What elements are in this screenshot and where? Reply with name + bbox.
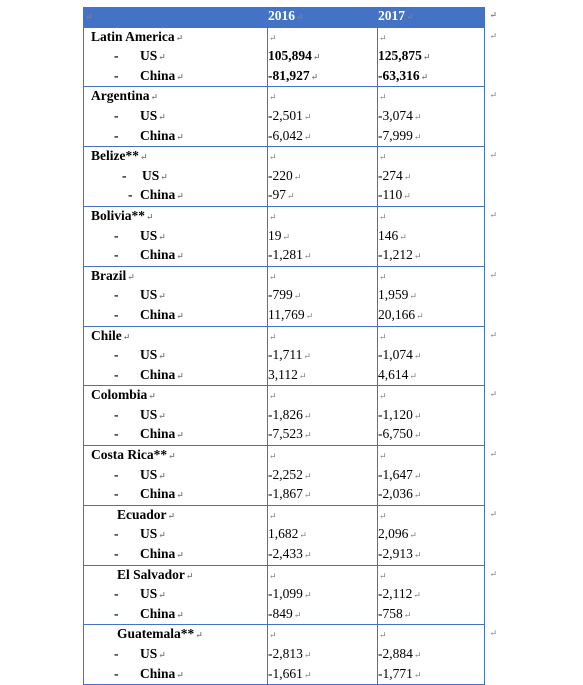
sub-label-cell: - China↵	[84, 127, 268, 147]
country-cell: Brazil↵	[84, 266, 268, 286]
value-2016-cell: -2,433↵	[268, 545, 378, 565]
table-row	[84, 246, 485, 266]
value-2017-cell: ↵ ↵	[378, 27, 485, 47]
value-2017-cell: 20,166↵	[378, 306, 485, 326]
value-2017-cell: -2,913↵	[378, 545, 485, 565]
sub-label-cell: - China↵	[84, 485, 268, 505]
paragraph-mark: ↵	[406, 12, 414, 22]
value-2016-cell: -1,281↵	[268, 246, 378, 266]
sub-label-cell: - China↵	[84, 306, 268, 326]
country-cell: Guatemala**↵	[84, 625, 268, 645]
value-2017-cell: ↵ ↵	[378, 206, 485, 226]
header-cell-2016: 2016↵	[268, 7, 378, 27]
value-2017-cell: -1,212↵	[378, 246, 485, 266]
value-2017-cell: ↵ ↵	[378, 505, 485, 525]
table-row	[84, 386, 485, 406]
sub-label-cell: - China↵	[84, 366, 268, 386]
value-2017-cell: -3,074↵	[378, 107, 485, 127]
sub-label-cell: - US↵	[84, 346, 268, 366]
value-2017-cell: -1,120↵	[378, 406, 485, 426]
value-2017-cell: -6,750↵	[378, 425, 485, 445]
sub-label-cell: - US↵	[84, 645, 268, 665]
table-row	[84, 87, 485, 107]
value-2016-cell: -799↵	[268, 286, 378, 306]
value-2017-cell: 2,096↵	[378, 525, 485, 545]
value-2017-cell: -110↵	[378, 186, 485, 206]
value-2017-cell: 1,959↵	[378, 286, 485, 306]
value-2017-cell: -7,999↵	[378, 127, 485, 147]
value-2017-cell: -2,112↵	[378, 585, 485, 605]
header-cell-2017: 2017↵ ↵	[378, 7, 485, 27]
sub-label-cell: - US↵	[84, 466, 268, 486]
value-2016-cell: 105,894↵	[268, 47, 378, 67]
value-2016-cell: -2,501↵	[268, 107, 378, 127]
value-2017-cell: -274↵	[378, 167, 485, 187]
value-2016-cell: -220↵	[268, 167, 378, 187]
sub-label-cell: - US↵	[84, 585, 268, 605]
header-cell-label	[84, 7, 268, 27]
sub-label-cell: - US↵	[84, 107, 268, 127]
value-2017-cell: 125,875↵	[378, 47, 485, 67]
table-header-row	[84, 7, 485, 27]
value-2017-cell: -1,647↵	[378, 466, 485, 486]
value-2016-cell: 19↵	[268, 227, 378, 247]
table-row	[84, 625, 485, 645]
value-2017-cell: ↵ ↵	[378, 565, 485, 585]
table-row	[84, 446, 485, 466]
country-cell: Colombia↵	[84, 386, 268, 406]
value-2017-cell: -2,036↵	[378, 485, 485, 505]
table-row	[84, 505, 485, 525]
value-2016-cell: ↵	[268, 386, 378, 406]
value-2016-cell: -2,813↵	[268, 645, 378, 665]
table-row	[84, 206, 485, 226]
value-2017-cell: ↵ ↵	[378, 147, 485, 167]
table-row	[84, 425, 485, 445]
sub-label-cell: - China↵	[84, 665, 268, 685]
sub-label-cell: - China↵	[84, 186, 268, 206]
table-row	[84, 67, 485, 87]
sub-label-cell: - China↵	[84, 545, 268, 565]
value-2016-cell: 1,682↵	[268, 525, 378, 545]
country-cell: El Salvador↵	[84, 565, 268, 585]
sub-label-cell: - China↵	[84, 246, 268, 266]
table-row	[84, 645, 485, 665]
value-2017-cell: ↵ ↵	[378, 266, 485, 286]
value-2016-cell: 11,769↵	[268, 306, 378, 326]
table-row	[84, 485, 485, 505]
table-row	[84, 346, 485, 366]
value-2017-cell: ↵ ↵	[378, 446, 485, 466]
country-cell: Latin America↵	[84, 27, 268, 47]
value-2016-cell: 3,112↵	[268, 366, 378, 386]
sub-label-cell: - China↵	[84, 425, 268, 445]
value-2017-cell: ↵ ↵	[378, 625, 485, 645]
country-cell: Bolivia**↵	[84, 206, 268, 226]
value-2017-cell: -1,771↵	[378, 665, 485, 685]
country-cell: Ecuador↵	[84, 505, 268, 525]
data-table	[83, 7, 497, 685]
value-2017-cell: -758↵	[378, 605, 485, 625]
country-cell: Costa Rica**↵	[84, 446, 268, 466]
table-row	[84, 227, 485, 247]
table-row	[84, 605, 485, 625]
value-2016-cell: ↵	[268, 206, 378, 226]
table-row	[84, 107, 485, 127]
value-2016-cell: -81,927↵	[268, 67, 378, 87]
table-row	[84, 665, 485, 685]
value-2017-cell: ↵ ↵	[378, 87, 485, 107]
paragraph-mark: ↵	[296, 12, 304, 22]
value-2016-cell: -1,711↵	[268, 346, 378, 366]
table-row	[84, 466, 485, 486]
table-row	[84, 585, 485, 605]
value-2017-cell: -2,884↵	[378, 645, 485, 665]
table-row	[84, 306, 485, 326]
value-2017-cell: 4,614↵	[378, 366, 485, 386]
value-2016-cell: ↵	[268, 27, 378, 47]
table-row	[84, 366, 485, 386]
value-2016-cell: ↵	[268, 446, 378, 466]
value-2017-cell: 146↵	[378, 227, 485, 247]
sub-label-cell: - US↵	[84, 525, 268, 545]
country-cell: Belize**↵	[84, 147, 268, 167]
value-2016-cell: -97↵	[268, 186, 378, 206]
table-row	[84, 565, 485, 585]
table-row	[84, 167, 485, 187]
table-row	[84, 27, 485, 47]
value-2016-cell: ↵	[268, 326, 378, 346]
value-2016-cell: -1,661↵	[268, 665, 378, 685]
value-2017-cell: ↵ ↵	[378, 326, 485, 346]
value-2016-cell: ↵	[268, 87, 378, 107]
value-2016-cell: ↵	[268, 266, 378, 286]
value-2017-cell: -63,316↵	[378, 67, 485, 87]
table-row	[84, 147, 485, 167]
table-row	[84, 127, 485, 147]
value-2017-cell: ↵ ↵	[378, 386, 485, 406]
paragraph-mark: ↵	[85, 12, 93, 22]
country-cell: Chile↵	[84, 326, 268, 346]
table-row	[84, 266, 485, 286]
country-cell: Argentina↵	[84, 87, 268, 107]
table-row	[84, 406, 485, 426]
table-row	[84, 545, 485, 565]
table-row	[84, 525, 485, 545]
value-2016-cell: -849↵	[268, 605, 378, 625]
sub-label-cell: - China↵	[84, 67, 268, 87]
sub-label-cell: - US↵	[84, 47, 268, 67]
sub-label-cell: - US↵	[84, 406, 268, 426]
value-2016-cell: -1,099↵	[268, 585, 378, 605]
table-row	[84, 326, 485, 346]
table-row	[84, 286, 485, 306]
sub-label-cell: - US↵	[84, 167, 268, 187]
value-2016-cell: ↵	[268, 625, 378, 645]
value-2017-cell: -1,074↵	[378, 346, 485, 366]
value-2016-cell: -2,252↵	[268, 466, 378, 486]
row-end-mark: ↵	[489, 10, 497, 20]
value-2016-cell: -1,826↵	[268, 406, 378, 426]
value-2016-cell: ↵	[268, 147, 378, 167]
value-2016-cell: ↵	[268, 565, 378, 585]
value-2016-cell: -6,042↵	[268, 127, 378, 147]
sub-label-cell: - US↵	[84, 286, 268, 306]
table-row	[84, 47, 485, 67]
value-2016-cell: -7,523↵	[268, 425, 378, 445]
sub-label-cell: - China↵	[84, 605, 268, 625]
value-2016-cell: -1,867↵	[268, 485, 378, 505]
table-row	[84, 186, 485, 206]
sub-label-cell: - US↵	[84, 227, 268, 247]
value-2016-cell: ↵	[268, 505, 378, 525]
